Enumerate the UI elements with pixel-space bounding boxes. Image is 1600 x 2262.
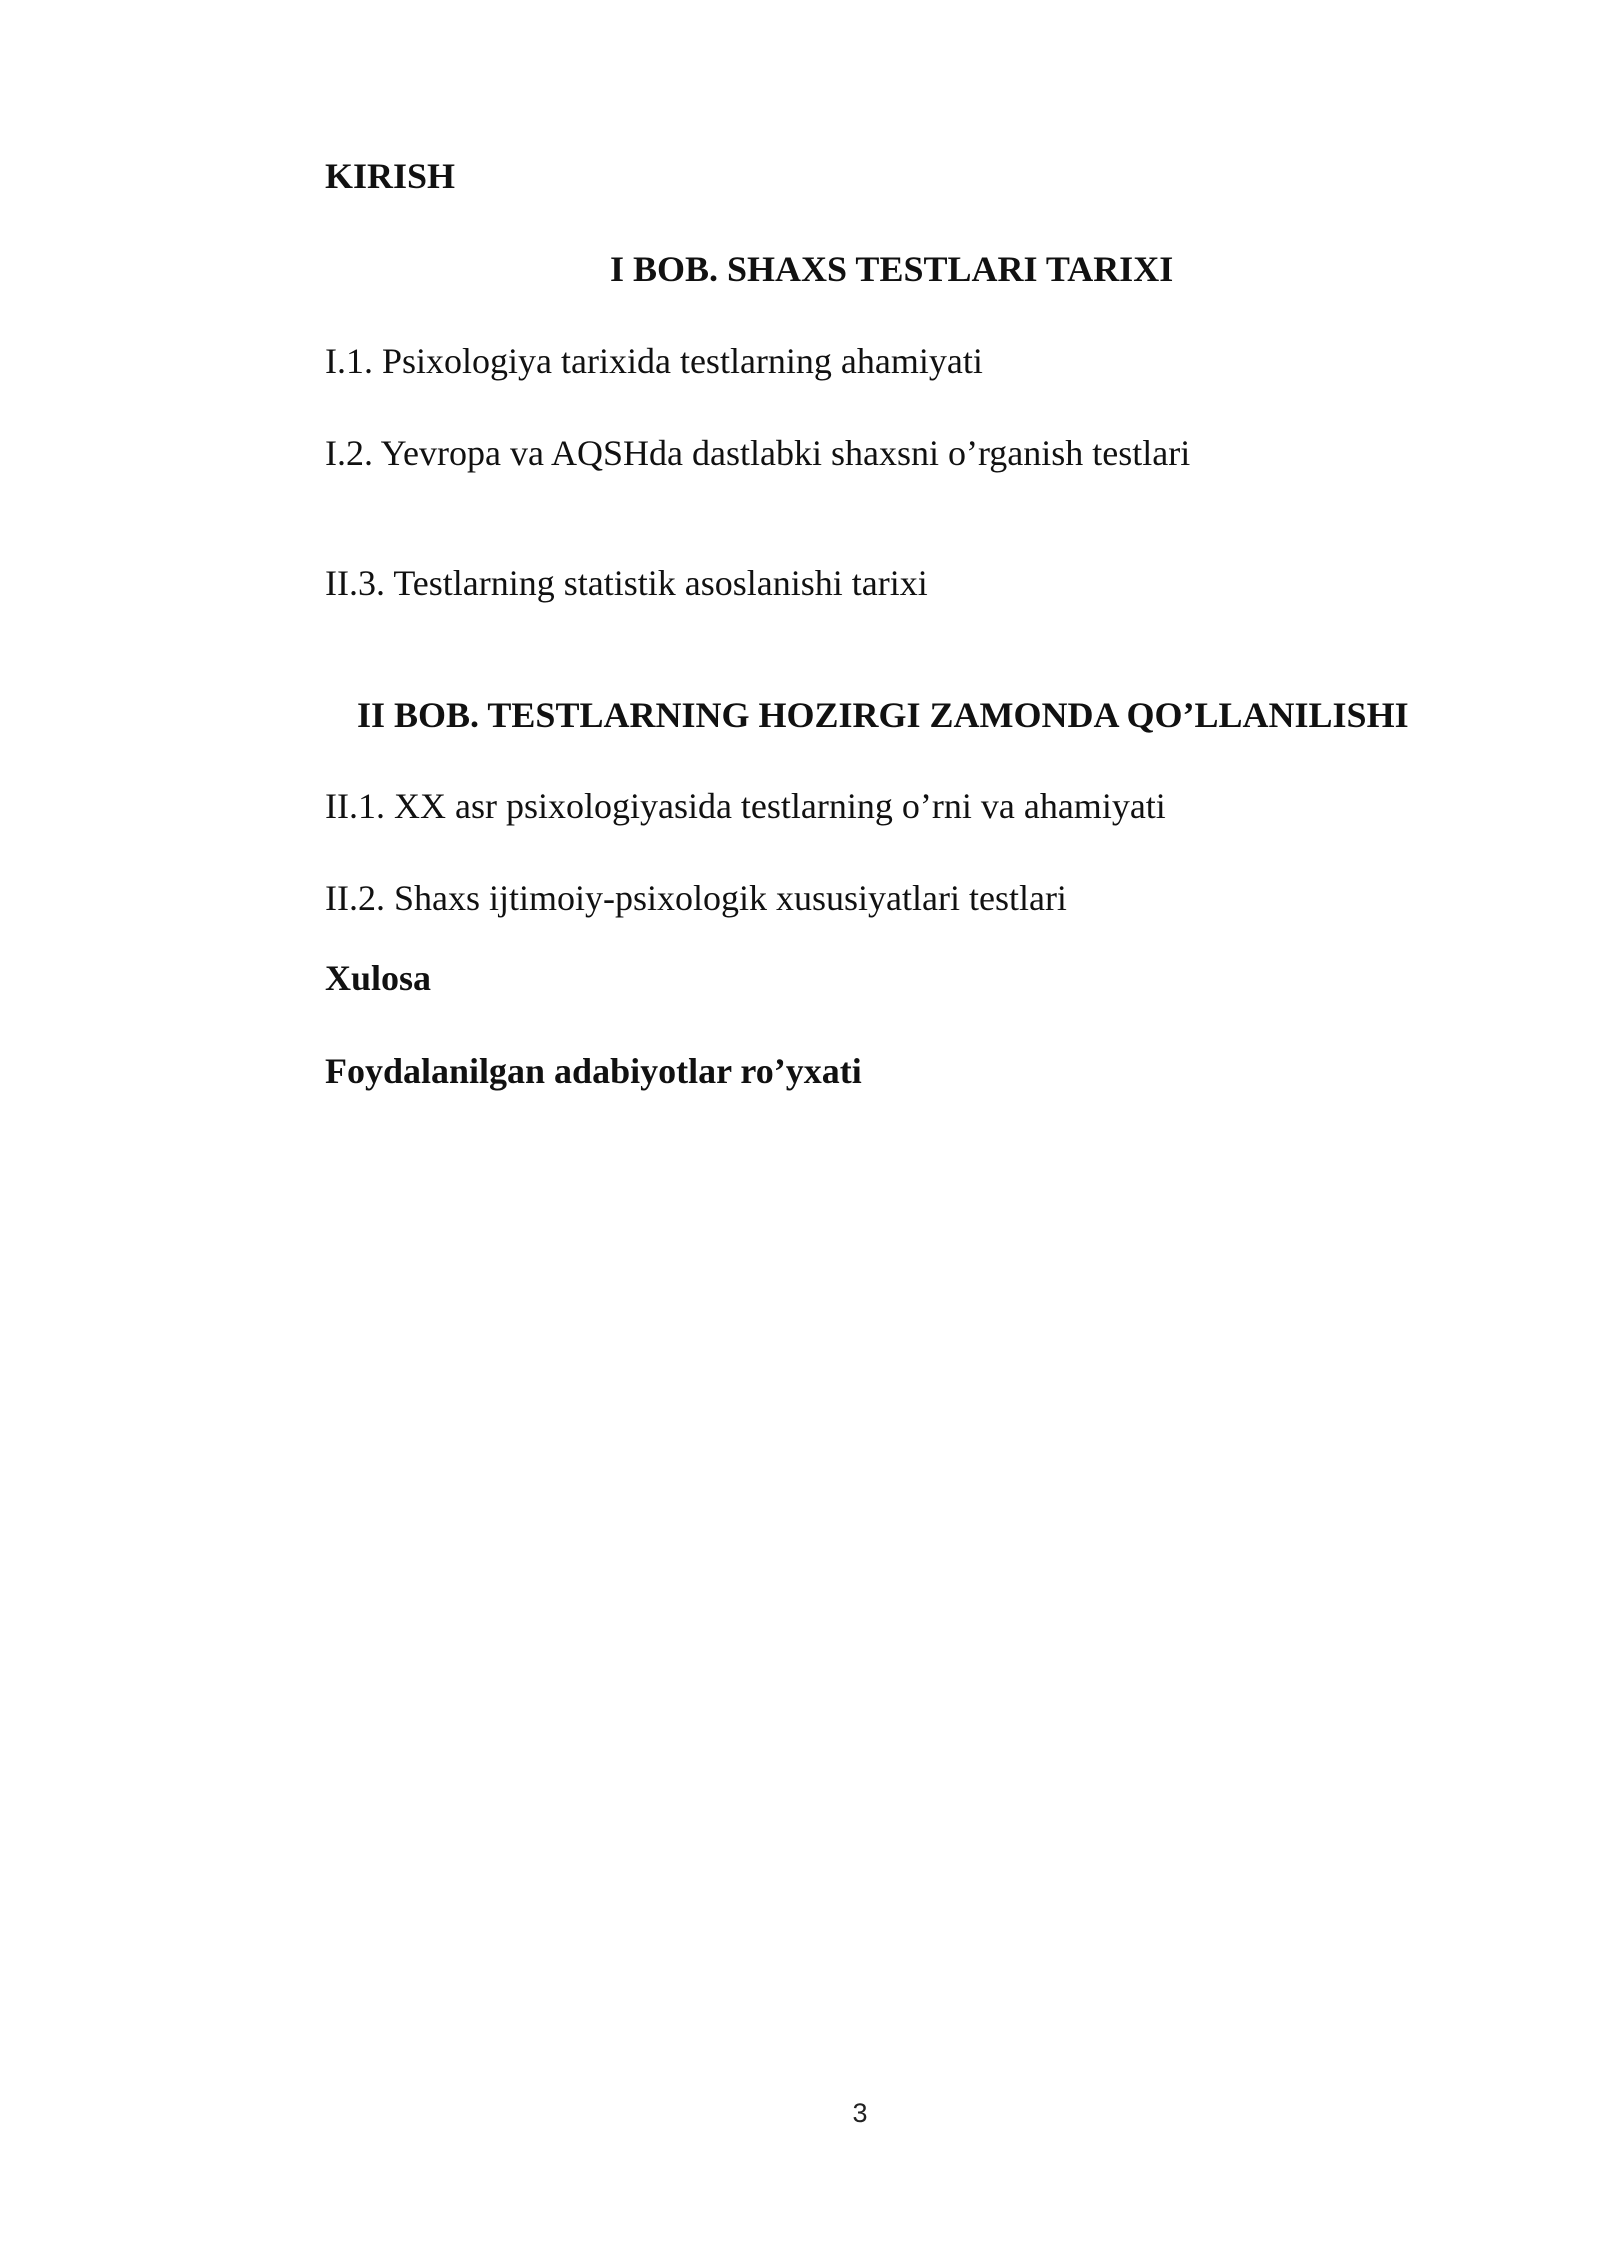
toc-section-1-1: I.1. Psixologiya tarixida testlarning ahamiyati [325,341,983,381]
toc-section-1-3: II.3. Testlarning statistik asoslanishi tarixi [325,563,928,603]
toc-chapter-2-title: II BOB. TESTLARNING HOZIRGI ZAMONDA QO’LLANILISHI [357,695,1409,735]
toc-chapter-1-title: I BOB. SHAXS TESTLARI TARIXI [610,249,1174,289]
toc-section-2-2: II.2. Shaxs ijtimoiy-psixologik xususiyatlari testlari [325,878,1067,918]
toc-references: Foydalanilgan adabiyotlar ro’yxati [325,1051,862,1091]
toc-intro: KIRISH [325,156,456,196]
toc-section-2-1: II.1. XX asr psixologiyasida testlarning o’rni va ahamiyati [325,786,1166,826]
toc-conclusion: Xulosa [325,958,432,998]
toc-section-1-2: I.2. Yevropa va AQSHda dastlabki shaxsni o’rganish testlari [325,433,1191,473]
page-number: 3 [852,2098,868,2128]
